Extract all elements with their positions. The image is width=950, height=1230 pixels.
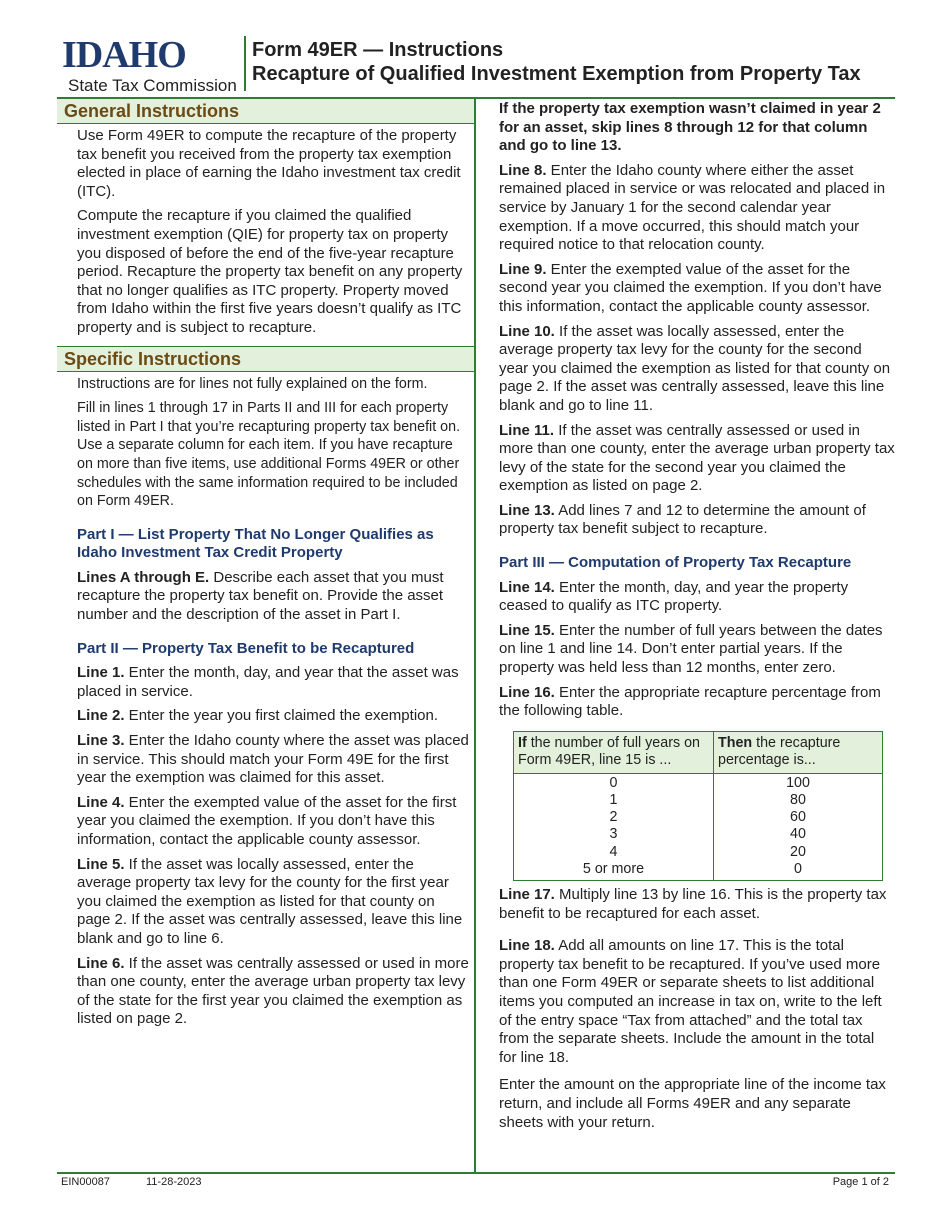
line-13-instruction: Line 13. Add lines 7 and 12 to determine the amount of property tax benefit subject to recapture. — [499, 501, 866, 538]
table-cell: 20 — [790, 843, 806, 860]
table-header-years: If the number of full years on Form 49ER, line 15 is ... — [514, 731, 714, 773]
footer-page-number: Page 1 of 2 — [832, 1176, 889, 1188]
year-2-skip-note: If the property tax exemption wasn’t claimed in year 2 for an asset, skip lines 8 through 12 for that column and go to line 13. — [499, 100, 881, 155]
recapture-percentage-table — [513, 731, 883, 881]
line-4-instruction: Line 4. Enter the exempted value of the asset for the first year you claimed the exemption. If you don’t have this information, contact the applicable county assessor. — [77, 793, 457, 848]
table-cell: 40 — [790, 826, 806, 843]
table-cell: 80 — [790, 792, 806, 809]
part-2-heading: Part II — Property Tax Benefit to be Recaptured — [77, 639, 415, 657]
title-line-2: Recapture of Qualified Investment Exemption from Property Tax — [252, 63, 861, 85]
line-15-instruction: Line 15. Enter the number of full years between the dates on line 1 and line 14. Don’t enter partial years. If the property was held less than 12 months, enter zero. — [499, 621, 883, 677]
line-14-instruction: Line 14. Enter the month, day, and year the property ceased to qualify as ITC property. — [499, 578, 849, 615]
line-17-instruction: Line 17. Multiply line 13 by line 16. This is the property tax benefit to be recaptured for each asset. — [499, 886, 887, 922]
table-cell: 5 or more — [582, 860, 645, 877]
footer-form-code: EIN00087 — [61, 1176, 110, 1188]
specific-instructions-heading: Specific Instructions — [57, 346, 475, 372]
header-divider — [244, 36, 246, 91]
line-18-instruction: Line 18. Add all amounts on line 17. This is the total property tax benefit to be recaptured. If you’ve used more than one Form 49ER or separate sheets to list additional items you computed an increase in tax on, write to the left of the entry space “Tax from attached” and the total tax from the separate sheets. Include the amount in the total for line 18. — [499, 937, 882, 1066]
lines-a-e-instruction: Lines A through E. Describe each asset that you must recapture the property tax benefit on. Provide the asset number and the description of the asset in Part I. — [77, 568, 444, 624]
general-paragraph-1: Use Form 49ER to compute the recapture of the property tax benefit you received from the property tax exemption elected in place of earning the Idaho investment tax credit (ITC). — [77, 127, 461, 200]
left-column — [57, 99, 475, 1029]
general-paragraph-2: Compute the recapture if you claimed the qualified investment exemption (QIE) for property tax on property you disposed of before the end of the five-year recapture period. Recapture the property tax benefit on any property that no longer qualifies as ITC property. Property moved from Idaho within the first five years doesn’t qualify as ITC property and is subject to recapture. — [77, 207, 463, 336]
right-column — [499, 100, 895, 1132]
logo-subtitle: State Tax Commission — [68, 76, 237, 95]
line-9-instruction: Line 9. Enter the exempted value of the asset for the second year you claimed the exemption. If you don’t have this information, contact the applicable county assessor. — [499, 260, 882, 315]
title-line-1: Form 49ER — Instructions — [252, 39, 504, 61]
line-3-instruction: Line 3. Enter the Idaho county where the asset was placed in service. This should match your Form 49E for the first year the exemption was claimed for this asset. — [77, 732, 469, 787]
table-percentage-column — [714, 773, 883, 880]
footer-rule — [57, 1172, 895, 1174]
table-header-percentage: Then the recapture percentage is... — [714, 731, 883, 773]
idaho-tax-logo — [62, 34, 242, 95]
page-title — [252, 38, 861, 86]
line-8-instruction: Line 8. Enter the Idaho county where either the asset remained placed in service or was relocated and placed in service by January 1 for the second calendar year exemption. If a move occurred, this should match your required notice to that relocation county. — [499, 161, 886, 254]
table-cell: 100 — [786, 774, 810, 791]
line-10-instruction: Line 10. If the asset was locally assessed, enter the average property tax levy for the county for the second year you claimed the exemption as listed for that county on page 2. If the asset was centrally assessed, leave this line blank and go to line 11. — [499, 322, 891, 414]
line-5-instruction: Line 5. If the asset was locally assessed, enter the average property tax levy for the county for the first year you claimed the exemption as listed for that county on page 2. If the asset was centrally assessed, leave this line blank and go to line 6. — [77, 855, 463, 947]
logo-wordmark: IDAHO — [62, 34, 186, 76]
table-cell: 0 — [794, 860, 802, 877]
table-years-column — [514, 773, 714, 880]
part-1-heading: Part I — List Property That No Longer Qualifies as Idaho Investment Tax Credit Property — [77, 525, 434, 562]
part-3-heading: Part III — Computation of Property Tax Recapture — [499, 554, 852, 572]
line-6-instruction: Line 6. If the asset was centrally assessed or used in more than one county, enter the average urban property tax levy of the state for the first year you claimed the exemption as listed on page 2. — [77, 954, 469, 1028]
general-instructions-heading: General Instructions — [57, 99, 475, 124]
final-paragraph: Enter the amount on the appropriate line of the income tax return, and include all Forms 49ER and any separate sheets with your return. — [499, 1076, 886, 1131]
specific-paragraph-2: Fill in lines 1 through 17 in Parts II and III for each property listed in Part I that you’re recapturing property tax benefit on. Use a separate column for each item. If you have recapture on more than five items, use additional Forms 49ER or other schedules with the same information required to be included on Form 49ER. — [77, 400, 461, 510]
line-16-instruction: Line 16. Enter the appropriate recapture percentage from the following table. — [499, 683, 881, 720]
column-divider — [474, 99, 476, 1172]
table-cell: 0 — [609, 774, 618, 791]
table-cell: 2 — [609, 809, 618, 826]
line-1-instruction: Line 1. Enter the month, day, and year that the asset was placed in service. — [77, 664, 459, 700]
table-cell: 1 — [609, 792, 618, 809]
table-cell: 60 — [790, 809, 806, 826]
table-cell: 3 — [609, 826, 618, 843]
line-11-instruction: Line 11. If the asset was centrally assessed or used in more than one county, enter the average urban property tax levy of the state for the second year you claimed the exemption as listed on page 2. — [499, 421, 895, 495]
specific-paragraph-1: Instructions are for lines not fully explained on the form. — [77, 375, 428, 392]
table-cell: 4 — [609, 843, 618, 860]
footer-date: 11-28-2023 — [146, 1176, 202, 1188]
line-2-instruction: Line 2. Enter the year you first claimed the exemption. — [77, 707, 438, 725]
